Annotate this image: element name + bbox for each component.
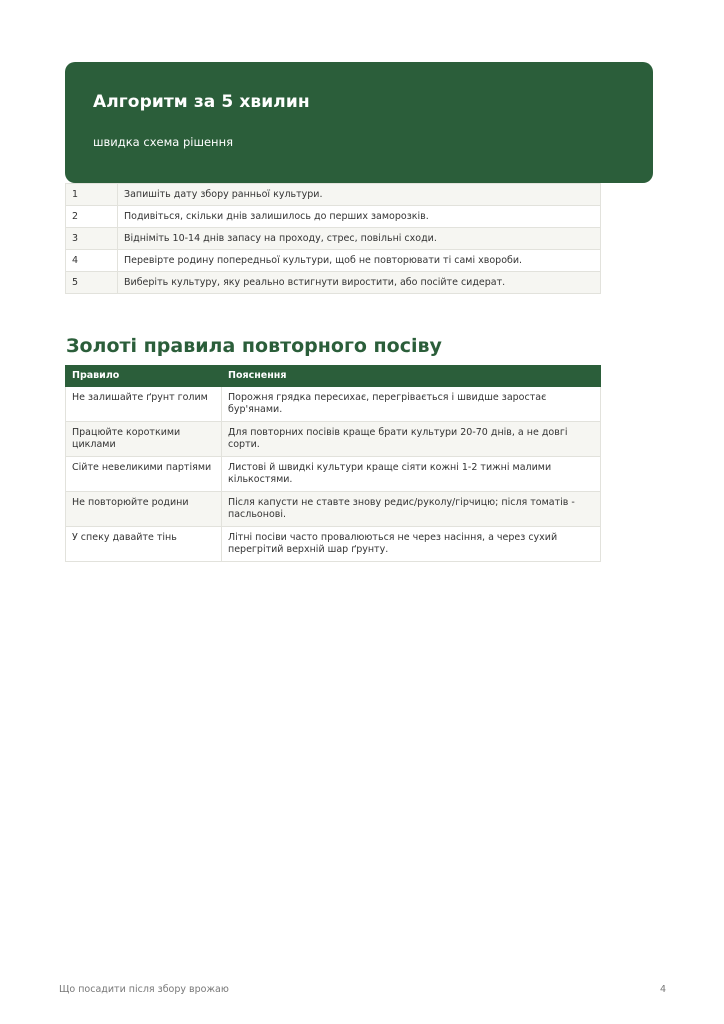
step-number: 3	[66, 228, 118, 250]
column-header-rule: Правило	[66, 366, 222, 387]
rule-cell: Працюйте короткими циклами	[66, 422, 222, 457]
table-row	[66, 492, 601, 527]
rule-cell: Не залишайте ґрунт голим	[66, 387, 222, 422]
step-text: Перевірте родину попередньої культури, щоб не повторювати ті самі хвороби.	[118, 250, 601, 272]
table-header-row	[66, 366, 601, 387]
table-row	[66, 206, 601, 228]
banner-title: Алгоритм за 5 хвилин	[93, 92, 310, 112]
step-number: 1	[66, 184, 118, 206]
footer-page-number: 4	[660, 984, 667, 995]
explanation-cell: Після капусти не ставте знову редис/руколу/гірчицю; після томатів - пасльонові.	[222, 492, 601, 527]
table-row	[66, 228, 601, 250]
footer-document-title: Що посадити після збору врожаю	[59, 984, 229, 995]
column-header-explanation: Пояснення	[222, 366, 601, 387]
table-row	[66, 527, 601, 562]
step-text: Запишіть дату збору ранньої культури.	[118, 184, 601, 206]
step-number: 4	[66, 250, 118, 272]
step-number: 2	[66, 206, 118, 228]
banner-subtitle: швидка схема рішення	[93, 135, 234, 149]
table-row	[66, 387, 601, 422]
explanation-cell: Порожня грядка пересихає, перегрівається і швидше заростає бур'янами.	[222, 387, 601, 422]
steps-table	[65, 183, 601, 294]
explanation-cell: Для повторних посівів краще брати культури 20-70 днів, а не довгі сорти.	[222, 422, 601, 457]
explanation-cell: Листові й швидкі культури краще сіяти кожні 1-2 тижні малими кількостями.	[222, 457, 601, 492]
step-text: Відніміть 10-14 днів запасу на проходу, стрес, повільні сходи.	[118, 228, 601, 250]
explanation-cell: Літні посіви часто провалюються не через насіння, а через сухий перегрітий верхній шар ґрунту.	[222, 527, 601, 562]
step-number: 5	[66, 272, 118, 294]
rules-table	[65, 365, 601, 562]
algorithm-banner	[65, 62, 653, 183]
table-row	[66, 184, 601, 206]
section-title: Золоті правила повторного посіву	[66, 335, 442, 357]
table-row	[66, 250, 601, 272]
rule-cell: Сійте невеликими партіями	[66, 457, 222, 492]
table-row	[66, 272, 601, 294]
table-row	[66, 422, 601, 457]
rule-cell: Не повторюйте родини	[66, 492, 222, 527]
table-row	[66, 457, 601, 492]
step-text: Подивіться, скільки днів залишилось до перших заморозків.	[118, 206, 601, 228]
step-text: Виберіть культуру, яку реально встигнути виростити, або посійте сидерат.	[118, 272, 601, 294]
rule-cell: У спеку давайте тінь	[66, 527, 222, 562]
